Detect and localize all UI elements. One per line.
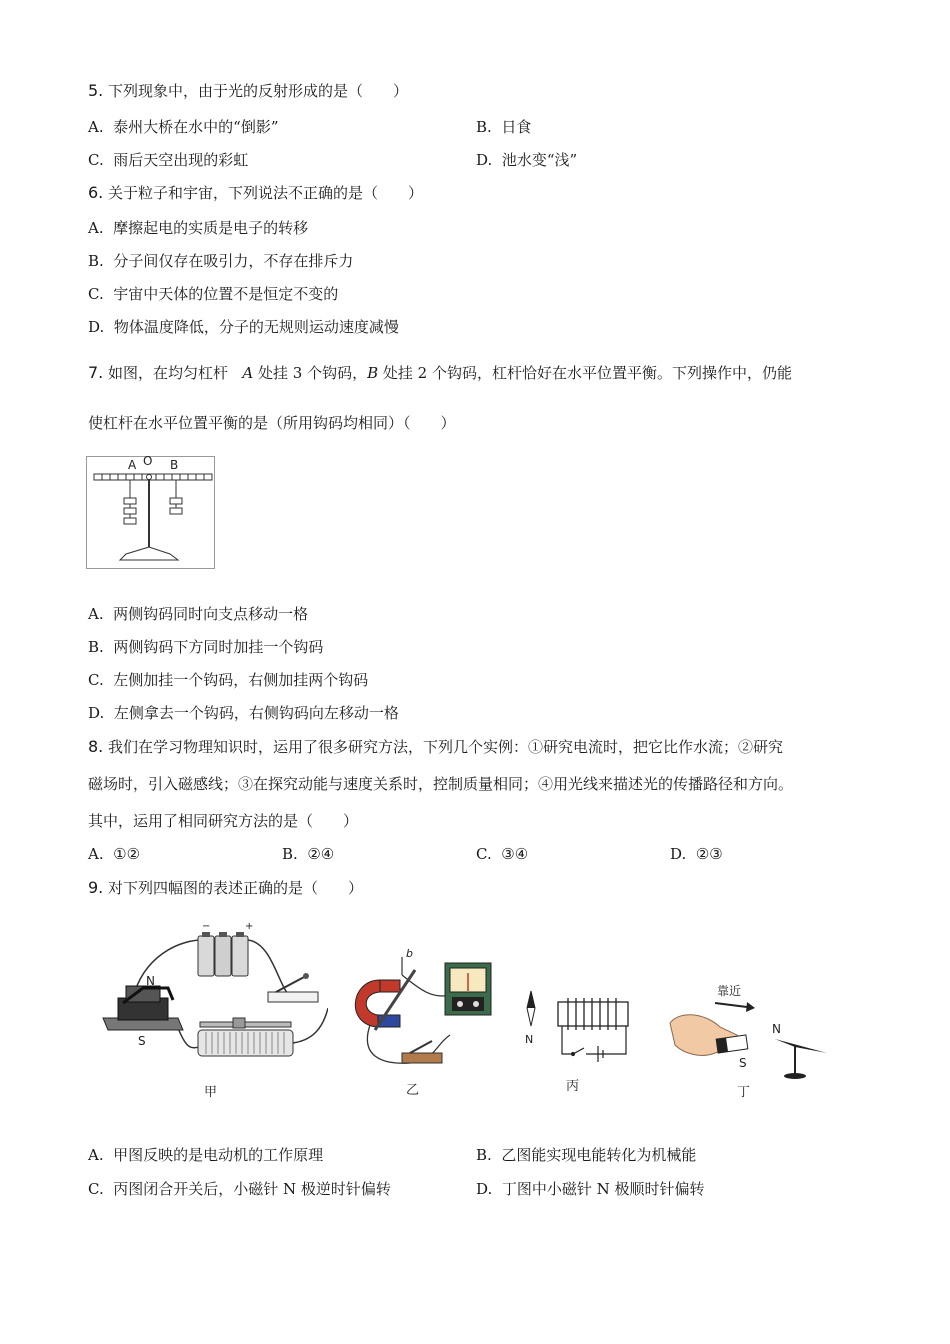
- wire: [248, 940, 293, 1000]
- q9-stem: [88, 877, 363, 898]
- option-letter: C.: [476, 845, 492, 863]
- q7-stem-part-c: 处挂 2 个钩码，杠杆恰好在水平位置平衡。下列操作中，仍能: [382, 364, 792, 382]
- option-letter: D.: [476, 1180, 493, 1198]
- solenoid: [558, 998, 628, 1030]
- q7-option-a[interactable]: [88, 603, 308, 624]
- q7-stem-line1: [88, 362, 792, 383]
- q6-stem-text: 关于粒子和宇宙，下列说法不正确的是（ ）: [108, 184, 424, 202]
- option-text: 丙图闭合开关后，小磁针 N 极逆时针偏转: [113, 1180, 391, 1198]
- option-letter: A.: [88, 219, 104, 237]
- option-text: 池水变“浅”: [501, 151, 578, 169]
- option-text: 丁图中小磁针 N 极顺时针偏转: [501, 1180, 705, 1198]
- q9-figure-jia: [98, 918, 328, 1103]
- q7-var-a: A: [242, 364, 254, 382]
- q5-option-a[interactable]: [88, 116, 279, 137]
- q7-option-c[interactable]: [88, 669, 368, 690]
- q9-option-a[interactable]: [88, 1144, 323, 1165]
- compass-n-label: N: [772, 1022, 781, 1036]
- option-text: ②④: [307, 845, 335, 863]
- knife-switch: [268, 973, 318, 1002]
- q5-option-b[interactable]: [476, 116, 531, 137]
- option-letter: C.: [88, 671, 104, 689]
- battery-pack: [198, 932, 248, 976]
- option-letter: B.: [88, 252, 104, 270]
- wire: [293, 1008, 328, 1043]
- option-letter: D.: [88, 704, 105, 722]
- battery-plus-label: +: [245, 921, 254, 932]
- magnet-n-label: N: [146, 974, 155, 988]
- q5-option-c[interactable]: [88, 149, 248, 170]
- q8-option-b[interactable]: [282, 845, 334, 863]
- q6-stem: [88, 182, 423, 203]
- option-text: 两侧钩码同时向支点移动一格: [113, 605, 309, 623]
- q5-number: 5.: [88, 81, 104, 100]
- option-text: 两侧钩码下方同时加挂一个钩码: [113, 638, 324, 656]
- option-letter: A.: [88, 605, 104, 623]
- q5-stem-text: 下列现象中，由于光的反射形成的是（ ）: [108, 82, 409, 100]
- option-letter: B.: [88, 638, 104, 656]
- option-letter: B.: [476, 118, 492, 136]
- option-text: 左侧加挂一个钩码，右侧加挂两个钩码: [113, 671, 369, 689]
- option-letter: A.: [88, 118, 104, 136]
- magnet-and-coil: [103, 986, 183, 1030]
- q8-option-a[interactable]: [88, 845, 140, 863]
- q8-number: 8.: [88, 737, 104, 756]
- q7-option-d[interactable]: [88, 702, 399, 723]
- lever-pivot: [147, 475, 152, 480]
- q9-figure-ding: [665, 975, 835, 1103]
- q6-number: 6.: [88, 183, 104, 202]
- q6-option-c[interactable]: [88, 283, 338, 304]
- q9-option-d[interactable]: [476, 1178, 704, 1199]
- option-letter: C.: [88, 151, 104, 169]
- hand-holding-magnet: [670, 1015, 748, 1056]
- option-letter: D.: [476, 151, 493, 169]
- q9-option-c[interactable]: [88, 1178, 391, 1199]
- lever-bar: [94, 474, 212, 480]
- approach-arrow-icon: [715, 1002, 755, 1012]
- option-text: 摩擦起电的实质是电子的转移: [113, 219, 309, 237]
- option-letter: D.: [88, 318, 105, 336]
- approach-label: 靠近: [717, 984, 742, 998]
- q6-option-a[interactable]: [88, 217, 308, 238]
- figure-jia-caption: 甲: [204, 1085, 218, 1100]
- figure-bing-caption: 丙: [566, 1079, 580, 1094]
- lever-label-o: O: [143, 454, 153, 468]
- option-text: 分子间仅存在吸引力，不存在排斥力: [113, 252, 354, 270]
- compass-needle-on-stand: [775, 1039, 827, 1079]
- q7-option-b[interactable]: [88, 636, 323, 657]
- compass-needle: [527, 991, 535, 1026]
- q7-number: 7.: [88, 363, 104, 382]
- circuit-wire: [562, 1026, 626, 1054]
- q8-option-c[interactable]: [476, 845, 528, 863]
- rod-b-label: b: [406, 947, 413, 960]
- compass-n-label: N: [525, 1033, 534, 1046]
- q7-stem-part-a: 如图，在均匀杠杆: [108, 364, 229, 382]
- q9-option-b[interactable]: [476, 1144, 696, 1165]
- option-text: ①②: [113, 845, 141, 863]
- q8-stem-line2: 磁场时，引入磁感线；③在探究动能与速度关系时，控制质量相同；④用光线来描述光的传播路径和方向。: [88, 775, 794, 793]
- option-letter: B.: [282, 845, 298, 863]
- option-letter: B.: [476, 1146, 492, 1164]
- option-letter: C.: [88, 1180, 104, 1198]
- option-letter: A.: [88, 845, 104, 863]
- q8-line1-text: 我们在学习物理知识时，运用了很多研究方法，下列几个实例：①研究电流时，把它比作水流；②研究: [108, 738, 784, 756]
- q8-stem-line3: 其中，运用了相同研究方法的是（ ）: [88, 812, 359, 830]
- option-text: 宇宙中天体的位置不是恒定不变的: [113, 285, 339, 303]
- galvanometer: [445, 963, 491, 1015]
- lever-label-b: B: [170, 458, 179, 472]
- option-text: 泰州大桥在水中的“倒影”: [113, 118, 279, 136]
- q7-stem-part-b: 处挂 3 个钩码，: [258, 364, 368, 382]
- q9-number: 9.: [88, 878, 104, 897]
- q9-stem-text: 对下列四幅图的表述正确的是（ ）: [108, 879, 364, 897]
- magnet-s-label: S: [138, 1034, 146, 1048]
- magnet-s-label: S: [739, 1056, 747, 1070]
- option-text: 物体温度降低，分子的无规则运动速度减慢: [113, 318, 399, 336]
- option-text: 雨后天空出现的彩虹: [113, 151, 249, 169]
- option-text: ②③: [695, 845, 723, 863]
- q6-option-d[interactable]: [88, 316, 399, 337]
- option-text: ③④: [501, 845, 529, 863]
- rheostat: [198, 1018, 293, 1056]
- q8-option-d[interactable]: [670, 845, 723, 863]
- knife-switch: [402, 1041, 442, 1063]
- q8-stem-line1: [88, 736, 783, 757]
- option-letter: C.: [88, 285, 104, 303]
- option-text: 甲图反映的是电动机的工作原理: [113, 1146, 324, 1164]
- option-letter: A.: [88, 1146, 104, 1164]
- q9-figure-bing: [518, 988, 638, 1098]
- option-letter: D.: [670, 845, 687, 863]
- q5-stem: [88, 80, 408, 101]
- q7-lever-figure: [86, 452, 216, 570]
- q6-option-b[interactable]: [88, 250, 353, 271]
- q7-var-b: B: [367, 364, 379, 382]
- option-text: 左侧拿去一个钩码，右侧钩码向左移动一格: [113, 704, 399, 722]
- option-text: 日食: [501, 118, 532, 136]
- figure-yi-caption: 乙: [406, 1083, 420, 1098]
- q7-stem-line2: 使杠杆在水平位置平衡的是（所用钩码均相同）（ ）: [88, 414, 456, 432]
- q5-option-d[interactable]: [476, 149, 577, 170]
- battery-minus-label: −: [202, 921, 211, 932]
- q9-figure-yi: [340, 945, 500, 1100]
- option-text: 乙图能实现电能转化为机械能: [501, 1146, 697, 1164]
- figure-ding-caption: 丁: [737, 1085, 751, 1100]
- lever-label-a: A: [128, 458, 137, 472]
